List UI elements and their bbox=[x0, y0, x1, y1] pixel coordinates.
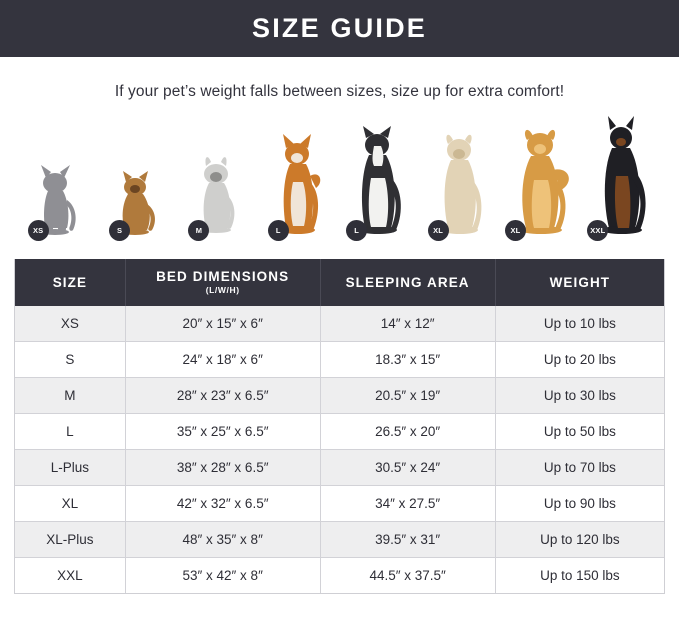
cell-weight: Up to 70 lbs bbox=[495, 450, 664, 486]
cell-sleeping: 39.5″ x 31″ bbox=[320, 522, 495, 558]
pet-xs bbox=[14, 113, 95, 243]
table-row bbox=[15, 306, 664, 342]
th-size-label: SIZE bbox=[52, 274, 88, 290]
cell-weight: Up to 50 lbs bbox=[495, 414, 664, 450]
cell-sleeping: 20.5″ x 19″ bbox=[320, 378, 495, 414]
size-badge-xs: XS bbox=[28, 220, 49, 241]
table-body bbox=[15, 306, 664, 593]
cell-weight: Up to 10 lbs bbox=[495, 306, 664, 342]
header-banner bbox=[0, 0, 679, 57]
cell-sleeping: 30.5″ x 24″ bbox=[320, 450, 495, 486]
th-bed-dimensions-label: BED DIMENSIONS bbox=[156, 269, 290, 284]
cell-sleeping: 34″ x 27.5″ bbox=[320, 486, 495, 522]
size-table bbox=[15, 259, 664, 593]
page-title: SIZE GUIDE bbox=[251, 13, 428, 43]
size-table-wrapper bbox=[14, 259, 665, 594]
size-badge-m: M bbox=[188, 220, 209, 241]
cell-size: S bbox=[15, 342, 125, 378]
cell-dimensions: 48″ x 35″ x 8″ bbox=[125, 522, 320, 558]
table-row bbox=[15, 558, 664, 594]
cell-size: L bbox=[15, 414, 125, 450]
pet-xl bbox=[421, 113, 502, 243]
pet-xl-golden bbox=[502, 113, 583, 243]
cell-dimensions: 35″ x 25″ x 6.5″ bbox=[125, 414, 320, 450]
pet-s bbox=[95, 113, 176, 243]
cell-sleeping: 26.5″ x 20″ bbox=[320, 414, 495, 450]
size-badge-xl-golden: XL bbox=[505, 220, 526, 241]
size-badge-l: L bbox=[268, 220, 289, 241]
labrador-silhouette bbox=[426, 126, 498, 243]
cell-size: XXL bbox=[15, 558, 125, 594]
golden-retriever-silhouette bbox=[503, 120, 583, 243]
table-row bbox=[15, 486, 664, 522]
size-badge-l-collie: L bbox=[346, 220, 367, 241]
table-row bbox=[15, 378, 664, 414]
border-collie-silhouette bbox=[344, 122, 416, 243]
cell-sleeping: 18.3″ x 15″ bbox=[320, 342, 495, 378]
th-sleeping-area-label: SLEEPING AREA bbox=[345, 274, 470, 290]
cell-dimensions: 20″ x 15″ x 6″ bbox=[125, 306, 320, 342]
cell-dimensions: 38″ x 28″ x 6.5″ bbox=[125, 450, 320, 486]
cell-size: L-Plus bbox=[15, 450, 125, 486]
cell-sleeping: 44.5″ x 37.5″ bbox=[320, 558, 495, 594]
th-weight-label: WEIGHT bbox=[549, 274, 611, 290]
pet-l bbox=[258, 113, 339, 243]
th-bed-dimensions-sub: (L/W/H) bbox=[205, 285, 240, 295]
th-sleeping-area bbox=[320, 259, 495, 306]
table-row bbox=[15, 522, 664, 558]
cell-size: M bbox=[15, 378, 125, 414]
th-weight bbox=[495, 259, 664, 306]
table-row bbox=[15, 342, 664, 378]
cell-weight: Up to 120 lbs bbox=[495, 522, 664, 558]
table-header-row bbox=[15, 259, 664, 306]
ground-line bbox=[28, 242, 651, 243]
cell-weight: Up to 150 lbs bbox=[495, 558, 664, 594]
table-row bbox=[15, 450, 664, 486]
pet-silhouette-row bbox=[14, 113, 665, 243]
cell-size: XL-Plus bbox=[15, 522, 125, 558]
cat-silhouette bbox=[26, 160, 84, 243]
cell-size: XS bbox=[15, 306, 125, 342]
subtitle-text: If your pet’s weight falls between sizes, size up for extra comfort! bbox=[114, 83, 565, 100]
shiba-inu-silhouette bbox=[266, 130, 332, 243]
cell-dimensions: 53″ x 42″ x 8″ bbox=[125, 558, 320, 594]
cell-dimensions: 24″ x 18″ x 6″ bbox=[125, 342, 320, 378]
cell-size: XL bbox=[15, 486, 125, 522]
size-badge-s: S bbox=[109, 220, 130, 241]
cell-weight: Up to 30 lbs bbox=[495, 378, 664, 414]
pet-xxl bbox=[584, 113, 665, 243]
table-header bbox=[15, 259, 664, 306]
table-row bbox=[15, 414, 664, 450]
cell-dimensions: 42″ x 32″ x 6.5″ bbox=[125, 486, 320, 522]
pet-m bbox=[177, 113, 258, 243]
th-size bbox=[15, 259, 125, 306]
cell-dimensions: 28″ x 23″ x 6.5″ bbox=[125, 378, 320, 414]
pomeranian-silhouette bbox=[107, 162, 165, 243]
french-bulldog-silhouette bbox=[186, 150, 248, 243]
pet-l-collie bbox=[340, 113, 421, 243]
cell-weight: Up to 90 lbs bbox=[495, 486, 664, 522]
cell-weight: Up to 20 lbs bbox=[495, 342, 664, 378]
doberman-silhouette bbox=[585, 116, 663, 243]
th-bed-dimensions bbox=[125, 259, 320, 306]
size-badge-xxl: XXL bbox=[587, 220, 608, 241]
cell-sleeping: 14″ x 12″ bbox=[320, 306, 495, 342]
size-badge-xl: XL bbox=[428, 220, 449, 241]
